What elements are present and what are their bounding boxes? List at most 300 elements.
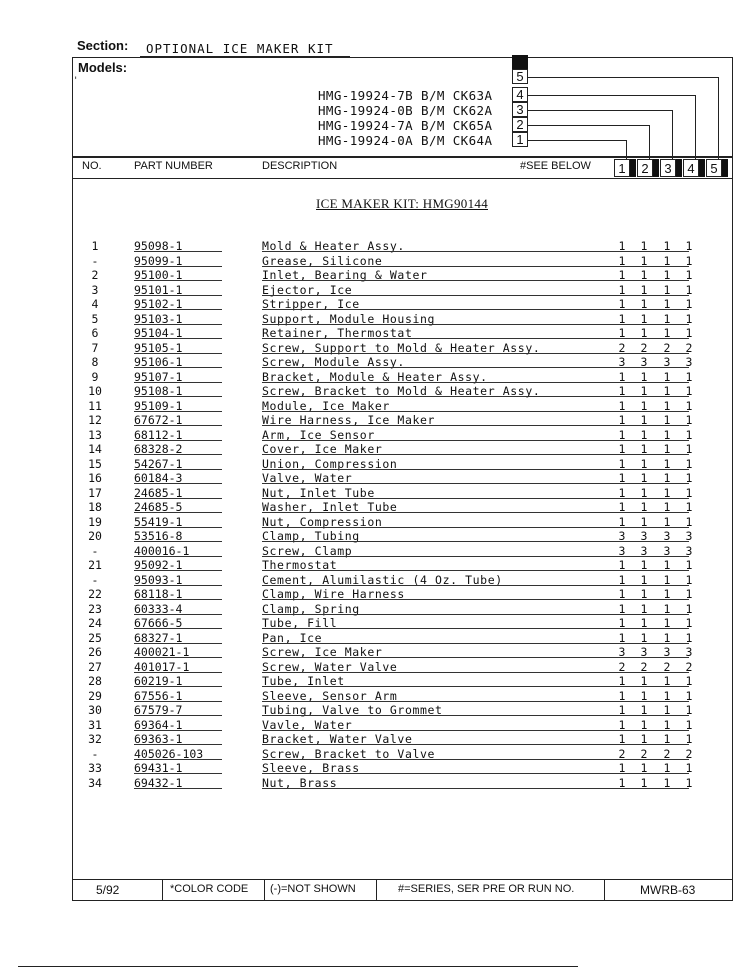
- qty-model-2: 1: [640, 703, 648, 717]
- part-description: Nut, Compression: [262, 514, 383, 529]
- qty-model-3: 1: [663, 703, 671, 717]
- qty-model-3: 1: [663, 485, 671, 500]
- connector-5-h: [528, 77, 718, 78]
- row-number: 25: [88, 630, 102, 645]
- qty-model-2: 1: [640, 456, 648, 471]
- part-description: Screw, Water Valve: [262, 659, 398, 674]
- qty-model-4: 1: [685, 688, 693, 703]
- qty-model-2: 1: [640, 282, 648, 297]
- qty-model-1: 1: [618, 688, 626, 703]
- qty-model-1: 1: [618, 442, 626, 456]
- qty-model-1: 2: [618, 340, 626, 355]
- qty-model-3: 1: [663, 717, 671, 732]
- qty-model-1: 1: [618, 297, 626, 311]
- qty-model-3: 1: [663, 282, 671, 297]
- qty-model-2: 1: [640, 413, 648, 427]
- header-box-5: 5: [706, 159, 722, 177]
- table-row: [78, 500, 718, 514]
- qty-model-1: 1: [618, 616, 626, 630]
- part-description: Washer, Inlet Tube: [262, 500, 398, 514]
- qty-model-4: 2: [685, 659, 693, 674]
- part-number: 69432-1: [134, 775, 183, 790]
- qty-model-1: 1: [618, 311, 626, 326]
- qty-model-1: 3: [618, 355, 626, 369]
- footer-date: 5/92: [96, 883, 120, 897]
- footer-divider-3: [376, 879, 377, 901]
- part-number: 67556-1: [134, 688, 183, 703]
- qty-model-3: 1: [663, 514, 671, 529]
- row-number: 30: [88, 703, 102, 717]
- part-number: 95101-1: [134, 282, 183, 297]
- connector-1-h: [528, 140, 626, 141]
- qty-model-1: 2: [618, 659, 626, 674]
- qty-model-2: 1: [640, 775, 648, 790]
- qty-model-3: 2: [663, 340, 671, 355]
- qty-model-4: 1: [685, 616, 693, 630]
- qty-model-1: 3: [618, 645, 626, 659]
- part-underline: [134, 382, 222, 383]
- part-underline: [134, 512, 222, 513]
- qty-model-3: 1: [663, 616, 671, 630]
- table-row: [78, 442, 718, 456]
- row-number: -: [91, 253, 99, 268]
- footer-divider-2: [264, 879, 265, 901]
- part-underline: [134, 527, 222, 528]
- connector-4-h: [528, 95, 695, 96]
- part-number: 60184-3: [134, 471, 183, 485]
- qty-model-1: 1: [618, 514, 626, 529]
- part-number: 95105-1: [134, 340, 183, 355]
- qty-model-2: 1: [640, 311, 648, 326]
- part-number: 95108-1: [134, 384, 183, 398]
- qty-model-1: 1: [618, 384, 626, 398]
- table-row: [78, 776, 718, 790]
- part-underline: [134, 454, 222, 455]
- qty-model-4: 1: [685, 384, 693, 398]
- col-part-number: PART NUMBER: [134, 160, 213, 172]
- part-description: Bracket, Water Valve: [262, 732, 413, 746]
- row-number: 32: [88, 732, 102, 746]
- qty-model-2: 3: [640, 543, 648, 558]
- table-row: [78, 312, 718, 326]
- table-row: [78, 616, 718, 630]
- qty-model-4: 1: [685, 268, 693, 282]
- qty-model-2: 1: [640, 558, 648, 572]
- model-box-4: 4: [512, 87, 528, 102]
- model-line-2: HMG-19924-7A B/M CK65A: [318, 118, 493, 133]
- row-number: 24: [88, 616, 102, 630]
- part-description: Stripper, Ice: [262, 297, 360, 311]
- table-row: [78, 254, 718, 268]
- table-row: [78, 674, 718, 688]
- table-row: [78, 399, 718, 413]
- qty-model-2: 1: [640, 717, 648, 732]
- row-number: 15: [88, 456, 102, 471]
- part-description: Mold & Heater Assy.: [262, 239, 405, 253]
- qty-model-4: 1: [685, 761, 693, 775]
- part-description: Thermostat: [262, 558, 338, 572]
- qty-model-1: 1: [618, 601, 626, 616]
- qty-model-3: 1: [663, 427, 671, 442]
- qty-model-4: 1: [685, 369, 693, 384]
- part-underline: [134, 483, 222, 484]
- part-number: 68328-2: [134, 442, 183, 456]
- header-box-fill-3: [676, 159, 682, 177]
- qty-model-4: 3: [685, 355, 693, 369]
- part-underline: [134, 295, 222, 296]
- qty-model-1: 1: [618, 775, 626, 790]
- qty-model-3: 1: [663, 442, 671, 456]
- part-number: 95092-1: [134, 558, 183, 572]
- footer-top-rule: [72, 879, 733, 880]
- part-underline: [134, 498, 222, 499]
- qty-model-3: 3: [663, 355, 671, 369]
- table-row: [78, 297, 718, 311]
- qty-model-4: 1: [685, 311, 693, 326]
- model-box-5: 5: [512, 69, 528, 84]
- connector-2-v: [649, 125, 650, 159]
- part-description: Bracket, Module & Heater Assy.: [262, 369, 488, 384]
- table-row: [78, 631, 718, 645]
- footer-series: #=SERIES, SER PRE OR RUN NO.: [398, 883, 575, 895]
- qty-model-3: 1: [663, 471, 671, 485]
- table-row: [78, 355, 718, 369]
- qty-model-1: 3: [618, 543, 626, 558]
- row-number: 21: [88, 558, 102, 572]
- part-description: Module, Ice Maker: [262, 398, 390, 413]
- part-number: 69363-1: [134, 732, 183, 746]
- part-description: Vavle, Water: [262, 717, 353, 732]
- part-underline: [134, 759, 222, 760]
- qty-model-2: 1: [640, 253, 648, 268]
- part-underline: [134, 585, 222, 586]
- model-line-1: HMG-19924-0A B/M CK64A: [318, 133, 493, 148]
- qty-model-4: 1: [685, 732, 693, 746]
- qty-model-2: 3: [640, 355, 648, 369]
- row-number: 20: [88, 529, 102, 543]
- part-description: Clamp, Tubing: [262, 529, 360, 543]
- part-underline: [134, 657, 222, 658]
- qty-model-1: 1: [618, 413, 626, 427]
- qty-model-3: 1: [663, 311, 671, 326]
- part-underline: [134, 614, 222, 615]
- qty-model-4: 1: [685, 717, 693, 732]
- qty-model-3: 1: [663, 558, 671, 572]
- connector-4-v: [695, 95, 696, 159]
- qty-model-2: 1: [640, 485, 648, 500]
- row-number: 29: [88, 688, 102, 703]
- qty-model-2: 1: [640, 572, 648, 587]
- footer-not-shown: (-)=NOT SHOWN: [270, 883, 356, 895]
- row-number: 11: [88, 398, 102, 413]
- qty-model-3: 1: [663, 572, 671, 587]
- qty-model-2: 3: [640, 529, 648, 543]
- section-value: OPTIONAL ICE MAKER KIT: [146, 41, 334, 56]
- qty-model-2: 1: [640, 732, 648, 746]
- qty-model-4: 1: [685, 442, 693, 456]
- qty-model-1: 1: [618, 456, 626, 471]
- qty-model-4: 1: [685, 413, 693, 427]
- row-number: 17: [88, 485, 102, 500]
- footer-divider-1: [162, 879, 163, 901]
- row-number: 12: [88, 413, 102, 427]
- qty-model-1: 1: [618, 471, 626, 485]
- part-description: Cement, Alumilastic (4 Oz. Tube): [262, 572, 503, 587]
- part-underline: [134, 773, 222, 774]
- qty-model-3: 1: [663, 587, 671, 601]
- part-description: Pan, Ice: [262, 630, 323, 645]
- row-number: 5: [91, 311, 99, 326]
- qty-model-3: 1: [663, 630, 671, 645]
- qty-model-3: 1: [663, 674, 671, 688]
- part-description: Ejector, Ice: [262, 282, 353, 297]
- qty-model-2: 1: [640, 688, 648, 703]
- qty-model-4: 1: [685, 514, 693, 529]
- part-underline: [134, 599, 222, 600]
- part-description: Support, Module Housing: [262, 311, 436, 326]
- footer-doc-id: MWRB-63: [640, 883, 696, 897]
- model-line-4: HMG-19924-7B B/M CK63A: [318, 88, 493, 103]
- qty-model-1: 1: [618, 630, 626, 645]
- qty-model-4: 1: [685, 587, 693, 601]
- part-description: Cover, Ice Maker: [262, 442, 383, 456]
- part-underline: [134, 643, 222, 644]
- part-underline: [134, 730, 222, 731]
- qty-model-4: 2: [685, 340, 693, 355]
- part-underline: [134, 396, 222, 397]
- table-row: [78, 370, 718, 384]
- part-number: 68118-1: [134, 587, 183, 601]
- table-row: [78, 703, 718, 717]
- table-row: [78, 645, 718, 659]
- qty-model-3: 1: [663, 456, 671, 471]
- qty-model-4: 1: [685, 253, 693, 268]
- qty-model-3: 1: [663, 239, 671, 253]
- qty-model-2: 1: [640, 616, 648, 630]
- section-label: Section:: [77, 38, 129, 53]
- part-number: 69364-1: [134, 717, 183, 732]
- qty-model-4: 1: [685, 500, 693, 514]
- row-number: 9: [91, 369, 99, 384]
- part-underline: [134, 556, 222, 557]
- model-box-3: 3: [512, 102, 528, 117]
- qty-model-3: 1: [663, 732, 671, 746]
- part-description: Tube, Inlet: [262, 674, 345, 688]
- part-description: Wire Harness, Ice Maker: [262, 413, 436, 427]
- qty-model-4: 1: [685, 703, 693, 717]
- row-number: 34: [88, 775, 102, 790]
- part-description: Inlet, Bearing & Water: [262, 268, 428, 282]
- part-number: 54267-1: [134, 456, 183, 471]
- part-underline: [134, 324, 222, 325]
- part-number: 405026-103: [134, 746, 204, 761]
- qty-model-4: 1: [685, 427, 693, 442]
- table-row: [78, 384, 718, 398]
- qty-model-2: 1: [640, 587, 648, 601]
- qty-model-2: 1: [640, 297, 648, 311]
- table-row: [78, 457, 718, 471]
- qty-model-1: 1: [618, 558, 626, 572]
- connector-5-v: [718, 77, 719, 159]
- table-row: [78, 747, 718, 761]
- qty-model-1: 1: [618, 369, 626, 384]
- part-number: 68112-1: [134, 427, 183, 442]
- connector-3-h: [528, 110, 672, 111]
- header-box-fill-4: [699, 159, 705, 177]
- col-see-below: #SEE BELOW: [520, 160, 591, 172]
- qty-model-1: 1: [618, 326, 626, 340]
- qty-model-1: 1: [618, 732, 626, 746]
- qty-model-3: 1: [663, 601, 671, 616]
- header-box-fill-2: [653, 159, 659, 177]
- part-number: 95102-1: [134, 297, 183, 311]
- qty-model-3: 1: [663, 268, 671, 282]
- part-description: Screw, Support to Mold & Heater Assy.: [262, 340, 541, 355]
- connector-3-v: [672, 110, 673, 159]
- page-bottom-rule: [18, 966, 578, 967]
- qty-model-4: 1: [685, 398, 693, 413]
- qty-model-4: 1: [685, 326, 693, 340]
- qty-model-3: 1: [663, 253, 671, 268]
- part-description: Arm, Ice Sensor: [262, 427, 375, 442]
- part-number: 95104-1: [134, 326, 183, 340]
- footer-color-code: *COLOR CODE: [170, 883, 249, 895]
- col-description: DESCRIPTION: [262, 160, 338, 172]
- qty-model-1: 1: [618, 282, 626, 297]
- qty-model-4: 1: [685, 282, 693, 297]
- qty-model-3: 1: [663, 384, 671, 398]
- qty-model-2: 1: [640, 427, 648, 442]
- row-number: 22: [88, 587, 102, 601]
- part-description: Sleeve, Sensor Arm: [262, 688, 398, 703]
- part-number: 69431-1: [134, 761, 183, 775]
- qty-model-1: 1: [618, 572, 626, 587]
- part-description: Sleeve, Brass: [262, 761, 360, 775]
- qty-model-4: 1: [685, 572, 693, 587]
- table-row: [78, 515, 718, 529]
- part-number: 67579-7: [134, 703, 183, 717]
- row-number: -: [91, 746, 99, 761]
- qty-model-2: 1: [640, 369, 648, 384]
- part-description: Screw, Ice Maker: [262, 645, 383, 659]
- header-box-4: 4: [683, 159, 699, 177]
- qty-model-2: 1: [640, 398, 648, 413]
- table-row: [78, 268, 718, 282]
- qty-model-1: 1: [618, 761, 626, 775]
- part-number: 55419-1: [134, 514, 183, 529]
- qty-model-1: 1: [618, 717, 626, 732]
- part-number: 24685-1: [134, 485, 183, 500]
- row-number: 6: [91, 326, 99, 340]
- row-number: 7: [91, 340, 99, 355]
- part-underline: [134, 411, 222, 412]
- table-row: [78, 544, 718, 558]
- row-number: 28: [88, 674, 102, 688]
- qty-model-3: 1: [663, 398, 671, 413]
- part-number: 95106-1: [134, 355, 183, 369]
- qty-model-3: 1: [663, 297, 671, 311]
- qty-model-4: 1: [685, 456, 693, 471]
- column-header-bottom-rule: [72, 178, 733, 179]
- header-box-1: 1: [614, 159, 630, 177]
- qty-model-4: 1: [685, 297, 693, 311]
- connector-2-h: [528, 125, 649, 126]
- part-underline: [134, 744, 222, 745]
- table-row: [78, 718, 718, 732]
- header-box-2: 2: [637, 159, 653, 177]
- qty-model-4: 3: [685, 543, 693, 558]
- part-number: 95109-1: [134, 398, 183, 413]
- table-row: [78, 587, 718, 601]
- part-underline: [134, 788, 222, 789]
- part-description: Tubing, Valve to Grommet: [262, 703, 443, 717]
- col-no: NO.: [82, 160, 102, 172]
- row-number: 23: [88, 601, 102, 616]
- qty-model-1: 1: [618, 703, 626, 717]
- qty-model-2: 1: [640, 514, 648, 529]
- table-row: [78, 341, 718, 355]
- part-underline: [134, 266, 222, 267]
- qty-model-2: 1: [640, 384, 648, 398]
- table-row: [78, 689, 718, 703]
- table-row: [78, 602, 718, 616]
- qty-model-3: 1: [663, 326, 671, 340]
- qty-model-3: 2: [663, 659, 671, 674]
- part-number: 60333-4: [134, 601, 183, 616]
- row-number: 18: [88, 500, 102, 514]
- part-number: 95098-1: [134, 239, 183, 253]
- table-row: [78, 529, 718, 543]
- table-row: [78, 573, 718, 587]
- qty-model-3: 1: [663, 688, 671, 703]
- row-number: 8: [91, 355, 99, 369]
- part-number: 68327-1: [134, 630, 183, 645]
- qty-model-2: 1: [640, 674, 648, 688]
- part-number: 95093-1: [134, 572, 183, 587]
- table-row: [78, 326, 718, 340]
- table-row: [78, 761, 718, 775]
- qty-model-2: 3: [640, 645, 648, 659]
- qty-model-1: 2: [618, 746, 626, 761]
- qty-model-2: 1: [640, 761, 648, 775]
- part-number: 400021-1: [134, 645, 190, 659]
- qty-model-4: 1: [685, 471, 693, 485]
- qty-model-1: 1: [618, 398, 626, 413]
- qty-model-1: 1: [618, 253, 626, 268]
- part-underline: [134, 686, 222, 687]
- part-number: 401017-1: [134, 659, 190, 674]
- part-description: Screw, Clamp: [262, 543, 353, 558]
- qty-model-3: 1: [663, 413, 671, 427]
- row-number: 26: [88, 645, 102, 659]
- part-underline: [134, 469, 222, 470]
- qty-model-1: 1: [618, 427, 626, 442]
- part-number: 95100-1: [134, 268, 183, 282]
- row-number: 4: [91, 297, 99, 311]
- row-number: 27: [88, 659, 102, 674]
- part-number: 67666-5: [134, 616, 183, 630]
- qty-model-1: 1: [618, 500, 626, 514]
- qty-model-4: 1: [685, 558, 693, 572]
- qty-model-1: 3: [618, 529, 626, 543]
- table-row: [78, 413, 718, 427]
- qty-model-3: 1: [663, 761, 671, 775]
- part-description: Retainer, Thermostat: [262, 326, 413, 340]
- row-number: 1: [91, 239, 99, 253]
- qty-model-4: 3: [685, 529, 693, 543]
- part-description: Union, Compression: [262, 456, 398, 471]
- qty-model-3: 2: [663, 746, 671, 761]
